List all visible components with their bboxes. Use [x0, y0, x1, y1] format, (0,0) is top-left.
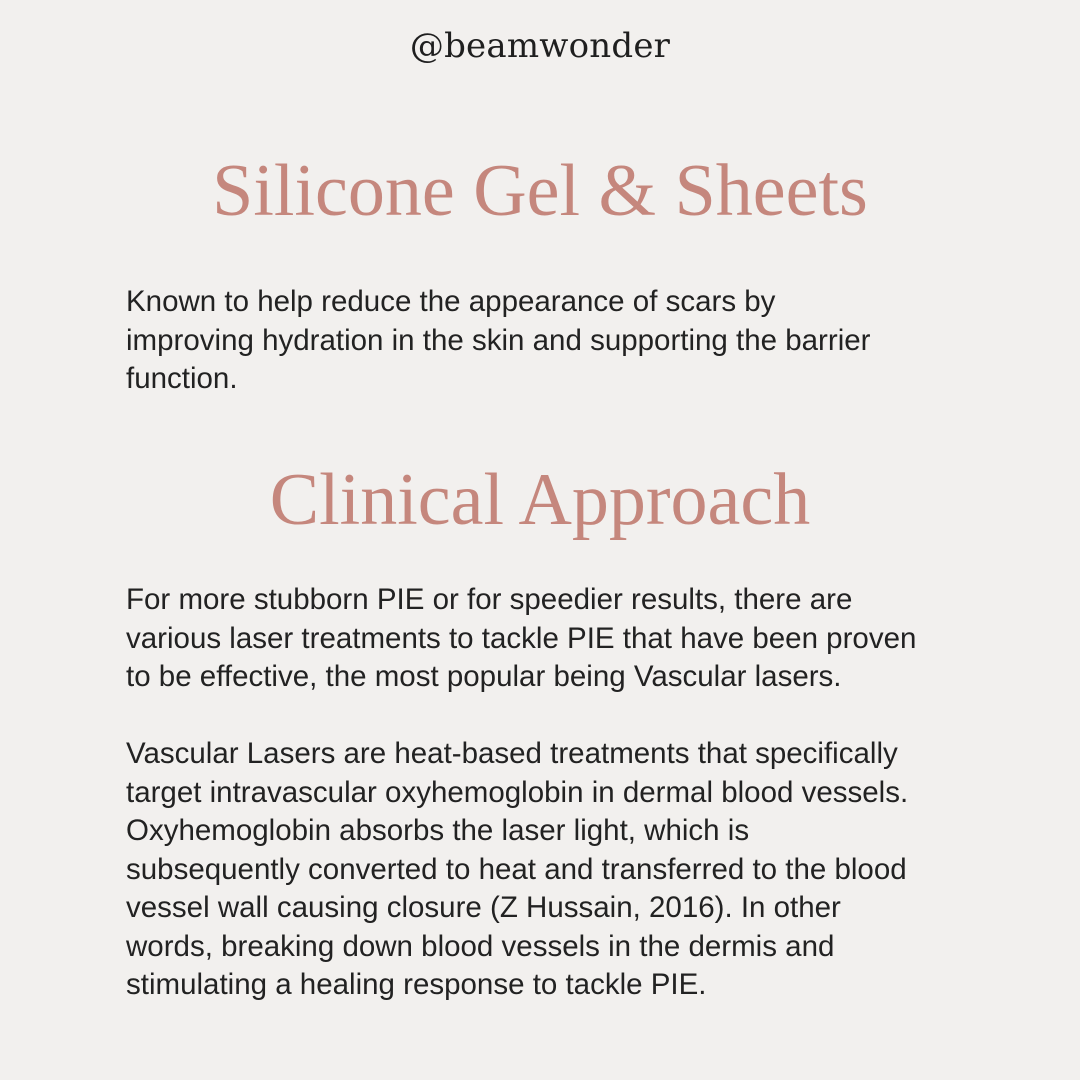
text-line: Vascular Lasers are heat-based treatments that specifically — [126, 737, 898, 770]
text-line: words, breaking down blood vessels in the dermis and — [126, 929, 835, 963]
text-line: stimulating a healing response to tackle PIE. — [126, 968, 707, 1001]
text-line: improving hydration in the skin and supporting the barrier — [126, 323, 871, 357]
text-line: vessel wall causing closure (Z Hussain, 2016). In other — [126, 891, 841, 924]
text-line: function. — [126, 362, 238, 395]
clinical-paragraph-1 — [126, 581, 1026, 697]
text-line: various laser treatments to tackle PIE that have been proven — [126, 621, 917, 655]
text-line: target intravascular oxyhemoglobin in dermal blood vessels. — [126, 775, 909, 809]
section-title-silicone: Silicone Gel & Sheets — [212, 150, 868, 232]
text-line: subsequently converted to heat and transferred to the blood — [126, 852, 907, 886]
clinical-paragraph-2 — [126, 735, 1026, 1005]
account-handle: @beamwonder — [409, 26, 671, 66]
text-line: Oxyhemoglobin absorbs the laser light, which is — [126, 814, 750, 847]
text-line: to be effective, the most popular being Vascular lasers. — [126, 660, 842, 693]
silicone-description — [126, 283, 1026, 399]
text-line: For more stubborn PIE or for speedier results, there are — [126, 583, 853, 616]
text-line: Known to help reduce the appearance of scars by — [126, 285, 776, 318]
section-title-clinical: Clinical Approach — [269, 459, 811, 541]
